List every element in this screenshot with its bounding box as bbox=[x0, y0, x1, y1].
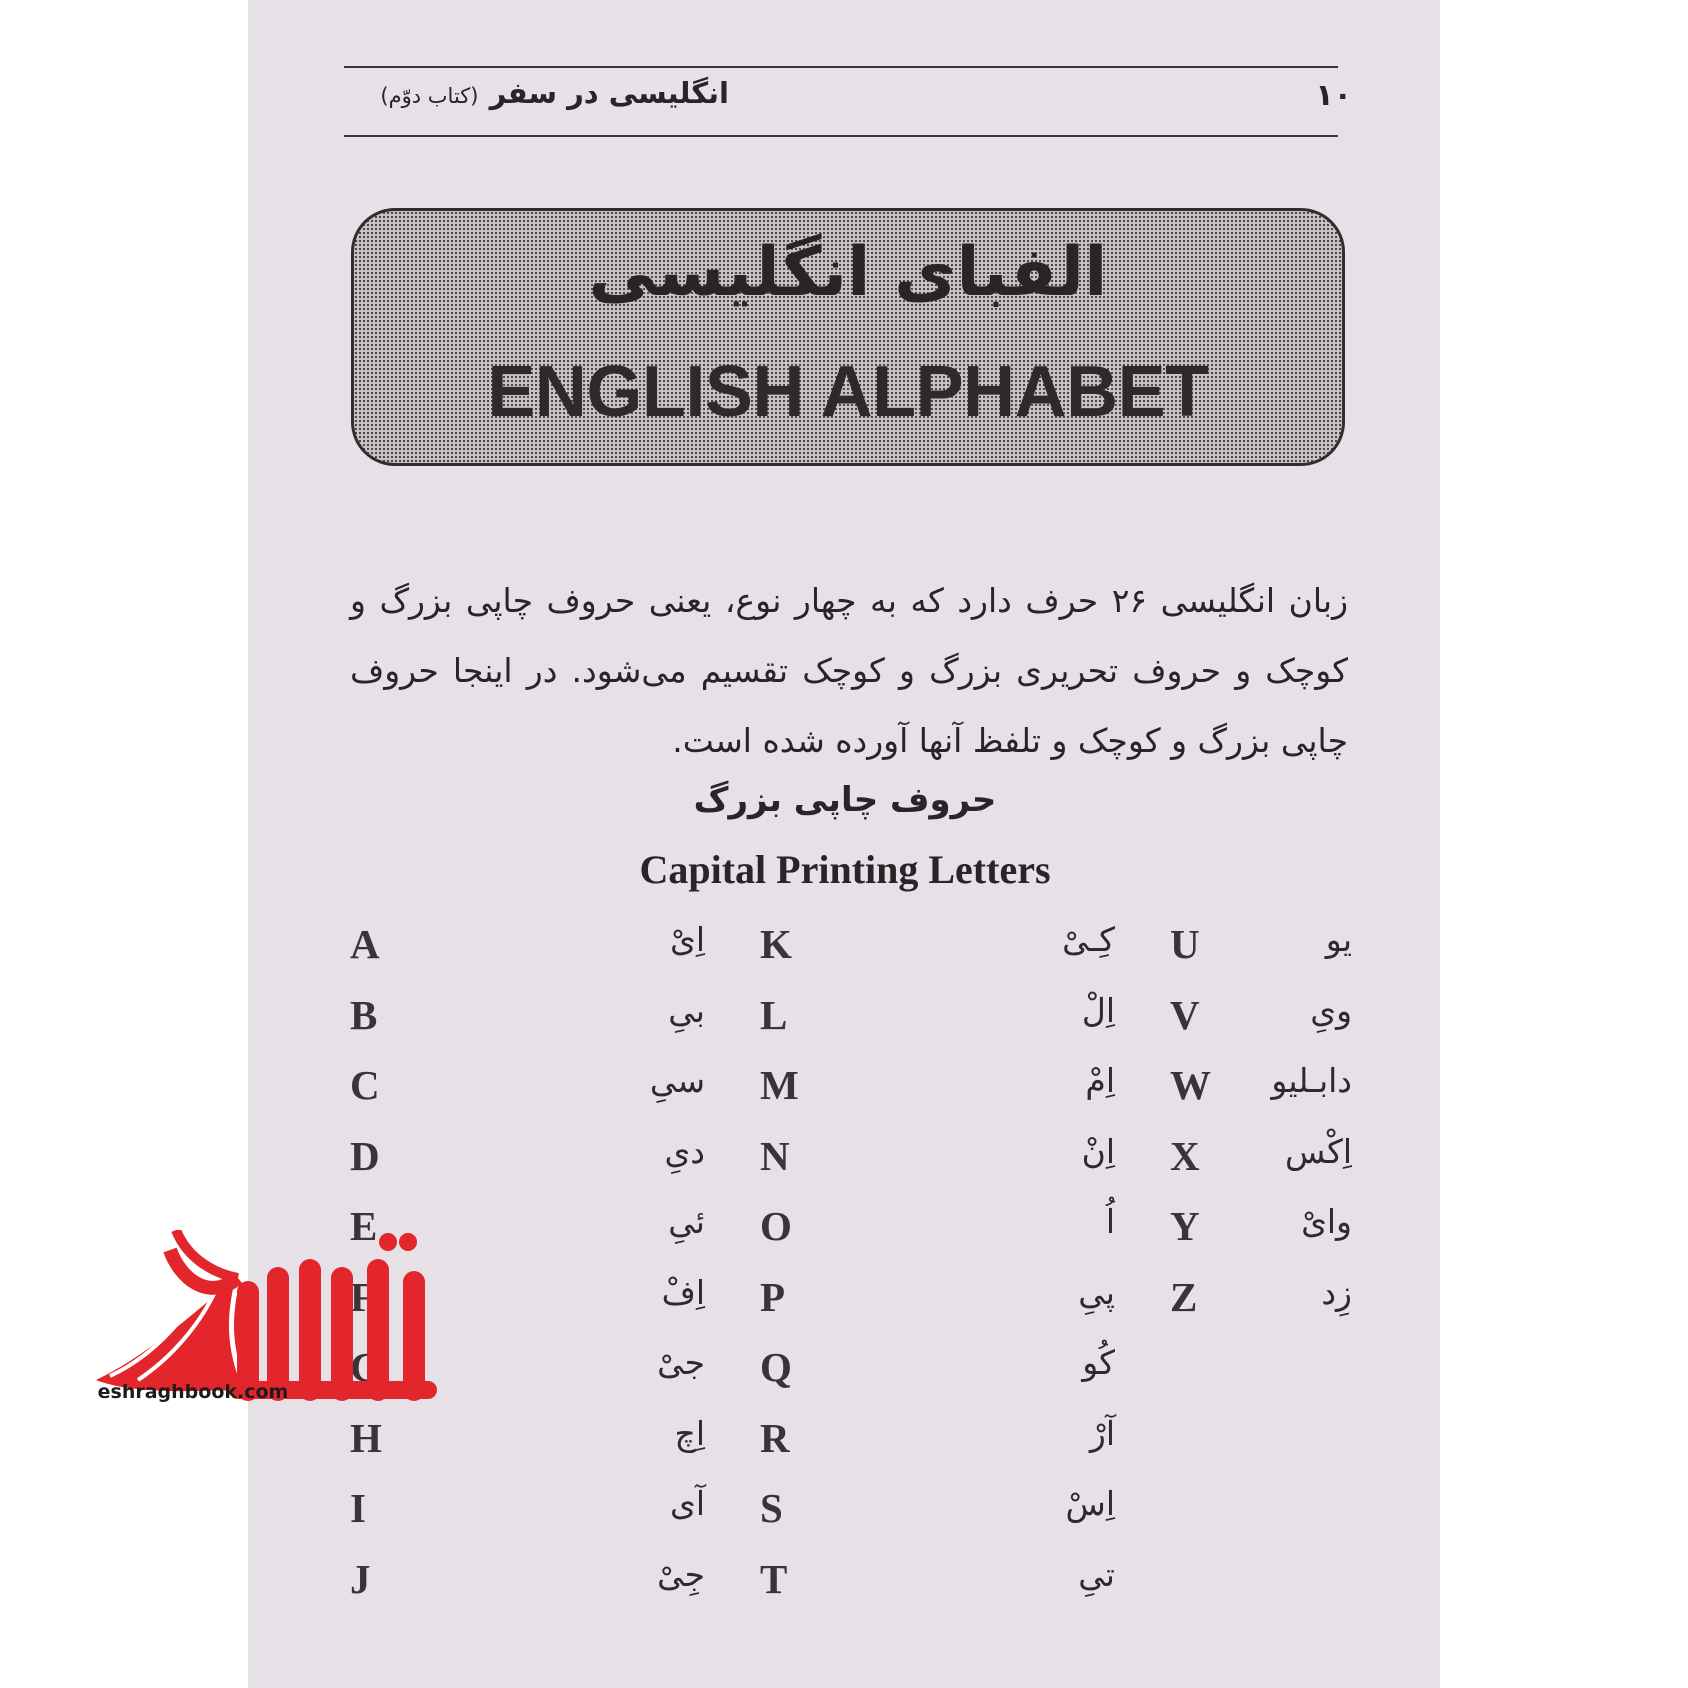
letter-pronunciation: اِسْ bbox=[1065, 1484, 1115, 1523]
section-title-fa: حروف چاپی بزرگ bbox=[693, 780, 997, 820]
letter-pronunciation: زِد bbox=[1321, 1272, 1352, 1312]
letter-pronunciation: جیْ bbox=[657, 1343, 705, 1382]
latin-letter: C bbox=[350, 1062, 380, 1108]
alphabet-row bbox=[0, 1555, 1688, 1615]
latin-letter: Q bbox=[760, 1344, 792, 1390]
latin-letter: A bbox=[350, 921, 380, 967]
letter-pronunciation: ویِ bbox=[1310, 990, 1352, 1030]
latin-letter: V bbox=[1170, 991, 1200, 1038]
letter-pronunciation: آی bbox=[670, 1484, 705, 1523]
latin-letter: S bbox=[760, 1485, 783, 1531]
latin-letter: Y bbox=[1170, 1203, 1200, 1249]
letter-pronunciation: پیِ bbox=[1078, 1272, 1115, 1312]
letter-pronunciation: اِکْس bbox=[1285, 1131, 1352, 1171]
letter-pronunciation: دیِ bbox=[664, 1131, 705, 1171]
book-title: انگلیسی در سفر bbox=[489, 76, 729, 110]
letter-pronunciation: اِفْ bbox=[661, 1272, 705, 1312]
running-head bbox=[344, 76, 729, 110]
latin-letter: N bbox=[760, 1132, 790, 1179]
letter-pronunciation: وایْ bbox=[1301, 1202, 1352, 1241]
alphabet-row bbox=[0, 1132, 1688, 1192]
header-rule-bottom bbox=[344, 135, 1338, 137]
latin-letter: O bbox=[760, 1203, 792, 1249]
latin-letter: F bbox=[350, 1273, 376, 1320]
latin-letter: T bbox=[760, 1555, 788, 1602]
latin-letter: M bbox=[760, 1062, 799, 1108]
alphabet-row bbox=[0, 1061, 1688, 1121]
letter-pronunciation: بیِ bbox=[668, 990, 705, 1030]
alphabet-row bbox=[0, 920, 1688, 980]
latin-letter: L bbox=[760, 991, 788, 1038]
latin-letter: I bbox=[350, 1485, 366, 1531]
letter-pronunciation: اِلْ bbox=[1081, 990, 1115, 1030]
letter-pronunciation: جِیْ bbox=[657, 1554, 705, 1594]
title-banner bbox=[351, 208, 1345, 466]
letter-pronunciation: آرْ bbox=[1089, 1413, 1115, 1453]
letter-pronunciation: اُ bbox=[1105, 1202, 1115, 1241]
letter-pronunciation: ئیِ bbox=[668, 1202, 705, 1241]
letter-pronunciation: اِنْ bbox=[1081, 1131, 1115, 1171]
latin-letter: K bbox=[760, 921, 792, 967]
book-subtitle: (کتاب دوّم) bbox=[380, 84, 479, 108]
alphabet-row bbox=[0, 1414, 1688, 1474]
alphabet-row bbox=[0, 991, 1688, 1051]
latin-letter: X bbox=[1170, 1132, 1200, 1179]
latin-letter: G bbox=[350, 1344, 382, 1390]
latin-letter: B bbox=[350, 991, 378, 1038]
page-number: ۱۰ bbox=[1315, 78, 1352, 113]
latin-letter: D bbox=[350, 1132, 380, 1179]
letter-pronunciation: کِـیْ bbox=[1062, 920, 1115, 959]
banner-title-fa: الفبای انگلیسی bbox=[588, 233, 1108, 312]
intro-paragraph: زبان انگلیسی ۲۶ حرف دارد که به چهار نوع، یعنی حروف چاپی بزرگ و کوچک و حروف تحریری بزرگ و کوچک تقسیم می‌شود. در اینجا حروف چاپی بزرگ و کوچک و تلفظ آنها آورده شده است. bbox=[350, 581, 1349, 760]
latin-letter: J bbox=[350, 1555, 371, 1602]
letter-pronunciation: اِمْ bbox=[1085, 1061, 1115, 1100]
latin-letter: H bbox=[350, 1414, 382, 1461]
letter-pronunciation: تیِ bbox=[1078, 1554, 1115, 1594]
alphabet-row bbox=[0, 1484, 1688, 1544]
section-title-en: Capital Printing Letters bbox=[639, 847, 1051, 892]
logo-site-text: eshraghbook.com bbox=[97, 1381, 289, 1403]
letter-pronunciation: کُو bbox=[1082, 1343, 1115, 1382]
header-rule-top bbox=[344, 66, 1338, 68]
latin-letter: Z bbox=[1170, 1273, 1198, 1320]
latin-letter: E bbox=[350, 1203, 378, 1249]
latin-letter: R bbox=[760, 1414, 790, 1461]
latin-letter: P bbox=[760, 1273, 786, 1320]
letter-pronunciation: یو bbox=[1325, 920, 1352, 959]
letter-pronunciation: دابـلیو bbox=[1271, 1061, 1352, 1100]
letter-pronunciation: سیِ bbox=[649, 1061, 705, 1100]
banner-title-en: ENGLISH ALPHABET bbox=[487, 352, 1209, 432]
latin-letter: U bbox=[1170, 921, 1200, 967]
latin-letter: W bbox=[1170, 1062, 1211, 1108]
letter-pronunciation: اِیْ bbox=[670, 920, 705, 959]
letter-pronunciation: اِچ bbox=[674, 1413, 705, 1453]
